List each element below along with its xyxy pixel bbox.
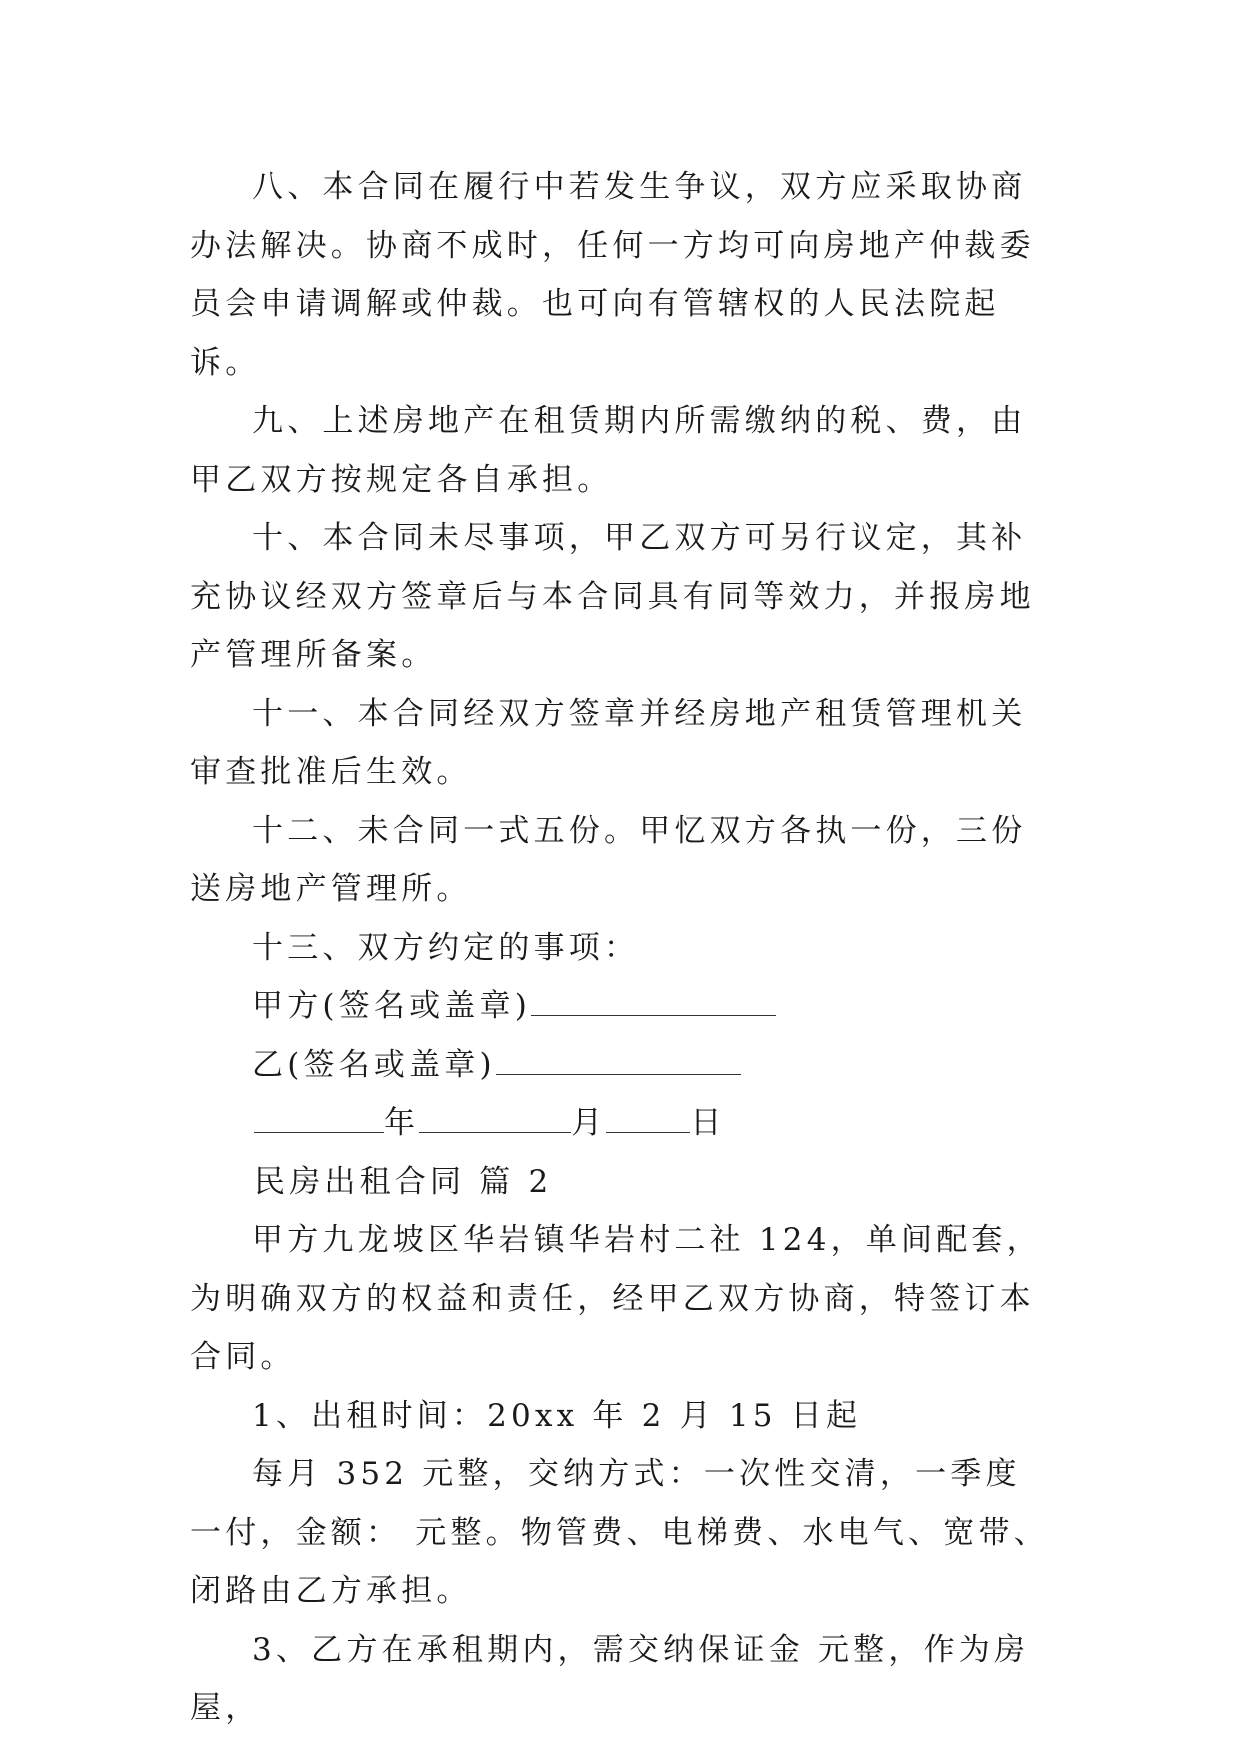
party-b-blank	[496, 1048, 741, 1075]
clause-13: 十三、双方约定的事项：	[252, 929, 640, 966]
party-b-signature	[190, 1036, 1055, 1095]
clause-9: 九、上述房地产在租赁期内所需缴纳的税、费，由甲乙双方按规定各自承担。	[190, 403, 1027, 498]
day-blank	[606, 1106, 690, 1133]
signature-date	[190, 1094, 1055, 1153]
party-a-blank	[531, 989, 776, 1016]
party-a-label: 甲方(签名或盖章)	[252, 988, 531, 1024]
month-blank	[419, 1106, 571, 1133]
section-2-intro: 甲方九龙坡区华岩镇华岩村二社 124，单间配套，为明确双方的权益和责任，经甲乙双方协商，特签订本合同。	[190, 1222, 1042, 1375]
clause-10: 十、本合同未尽事项，甲乙双方可另行议定，其补充协议经双方签章后与本合同具有同等效力，并报房地产管理所备案。	[190, 520, 1035, 673]
party-b-label: 乙(签名或盖章)	[252, 1046, 496, 1083]
party-a-signature	[190, 977, 1055, 1036]
day-label: 日	[690, 1105, 726, 1141]
section-2-rent-payment: 每月 352 元整，交纳方式：一次性交清，一季度一付，金额： 元整。物管费、电梯费、水电气、宽带、闭路由乙方承担。	[190, 1456, 1049, 1609]
clause-12: 十二、未合同一式五份。甲忆双方各执一份，三份送房地产管理所。	[190, 812, 1027, 907]
clause-8: 八、本合同在履行中若发生争议，双方应采取协商办法解决。协商不成时，任何一方均可向房地产仲裁委员会申请调解或仲裁。也可向有管辖权的人民法院起诉。	[190, 169, 1035, 381]
year-label: 年	[384, 1105, 420, 1141]
year-blank	[254, 1106, 384, 1133]
section-2-rental-time: 1、出租时间：20xx 年 2 月 15 日起	[252, 1397, 862, 1434]
section-2-deposit: 3、乙方在承租期内，需交纳保证金 元整，作为房屋，	[190, 1631, 1030, 1726]
month-label: 月	[571, 1105, 607, 1141]
document-body	[190, 158, 1055, 1738]
clause-11: 十一、本合同经双方签章并经房地产租赁管理机关审查批准后生效。	[190, 695, 1027, 790]
section-2-title: 民房出租合同 篇 2	[254, 1163, 553, 1200]
